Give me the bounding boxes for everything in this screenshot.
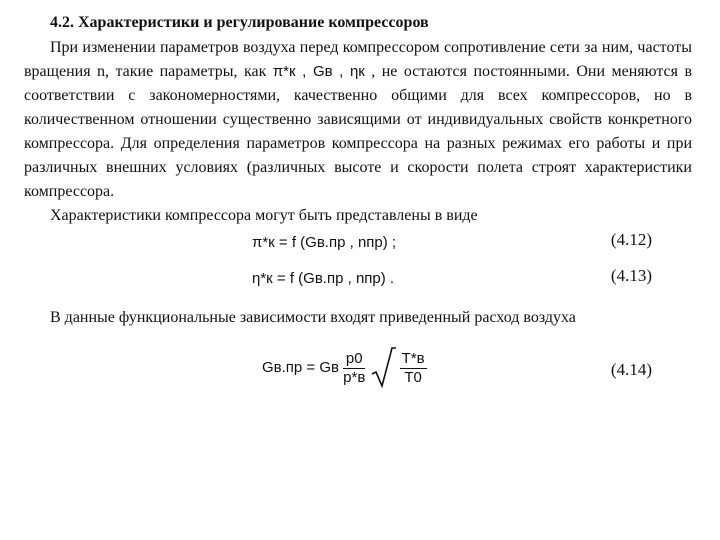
paragraph-2: Характеристики компрессора могут быть представлены в виде	[50, 207, 478, 224]
temperature-ratio-fraction	[400, 350, 427, 387]
pressure-denominator: p*в	[343, 368, 366, 386]
paragraph-1	[24, 36, 692, 204]
paragraph-1-text-a: При изменении параметров воздуха перед компрессором сопротивление сети за ним, частоты вращения n, такие параметры, как	[24, 39, 692, 80]
equation-4-14-lhs: Gв.пр = Gв	[262, 358, 339, 376]
temperature-denominator: T0	[404, 368, 422, 386]
document-page	[24, 12, 692, 408]
equation-4-12-number: (4.12)	[610, 230, 652, 249]
equation-4-14-formula	[262, 346, 427, 390]
equation-4-14-number: (4.14)	[610, 360, 652, 379]
equation-4-12-formula: π*к = f (Gв.пр , nпр) ;	[252, 234, 397, 251]
equation-4-12	[24, 228, 692, 264]
equation-4-13-formula: η*к = f (Gв.пр , nпр) .	[252, 270, 395, 287]
equation-4-14	[24, 338, 692, 408]
pressure-numerator: p0	[343, 350, 365, 369]
pressure-ratio-fraction	[343, 350, 365, 387]
equation-4-13-number: (4.13)	[610, 266, 652, 285]
equation-4-13	[24, 264, 692, 300]
paragraph-1-text-b: , не остаются постоянными. Они меняются в соответствии с закономерностями, качественно общими для всех компрессоров, но в количественном отношении существенно зависящими от индивидуальных свойств конкретного компрессора. Для определения параметров компрессора на разных режимах его работы и при различных внешних условиях (различных высоте и скорости полета строят характеристики компрессора.	[24, 63, 692, 200]
inline-symbols: π*к , Gв , ηк	[272, 63, 365, 80]
sqrt-radical	[370, 346, 396, 390]
section-title: 4.2. Характеристики и регулирование компрессоров	[50, 14, 429, 31]
temperature-numerator: T*в	[401, 349, 425, 367]
paragraph-3: В данные функциональные зависимости входят приведенный расход воздуха	[50, 309, 576, 326]
